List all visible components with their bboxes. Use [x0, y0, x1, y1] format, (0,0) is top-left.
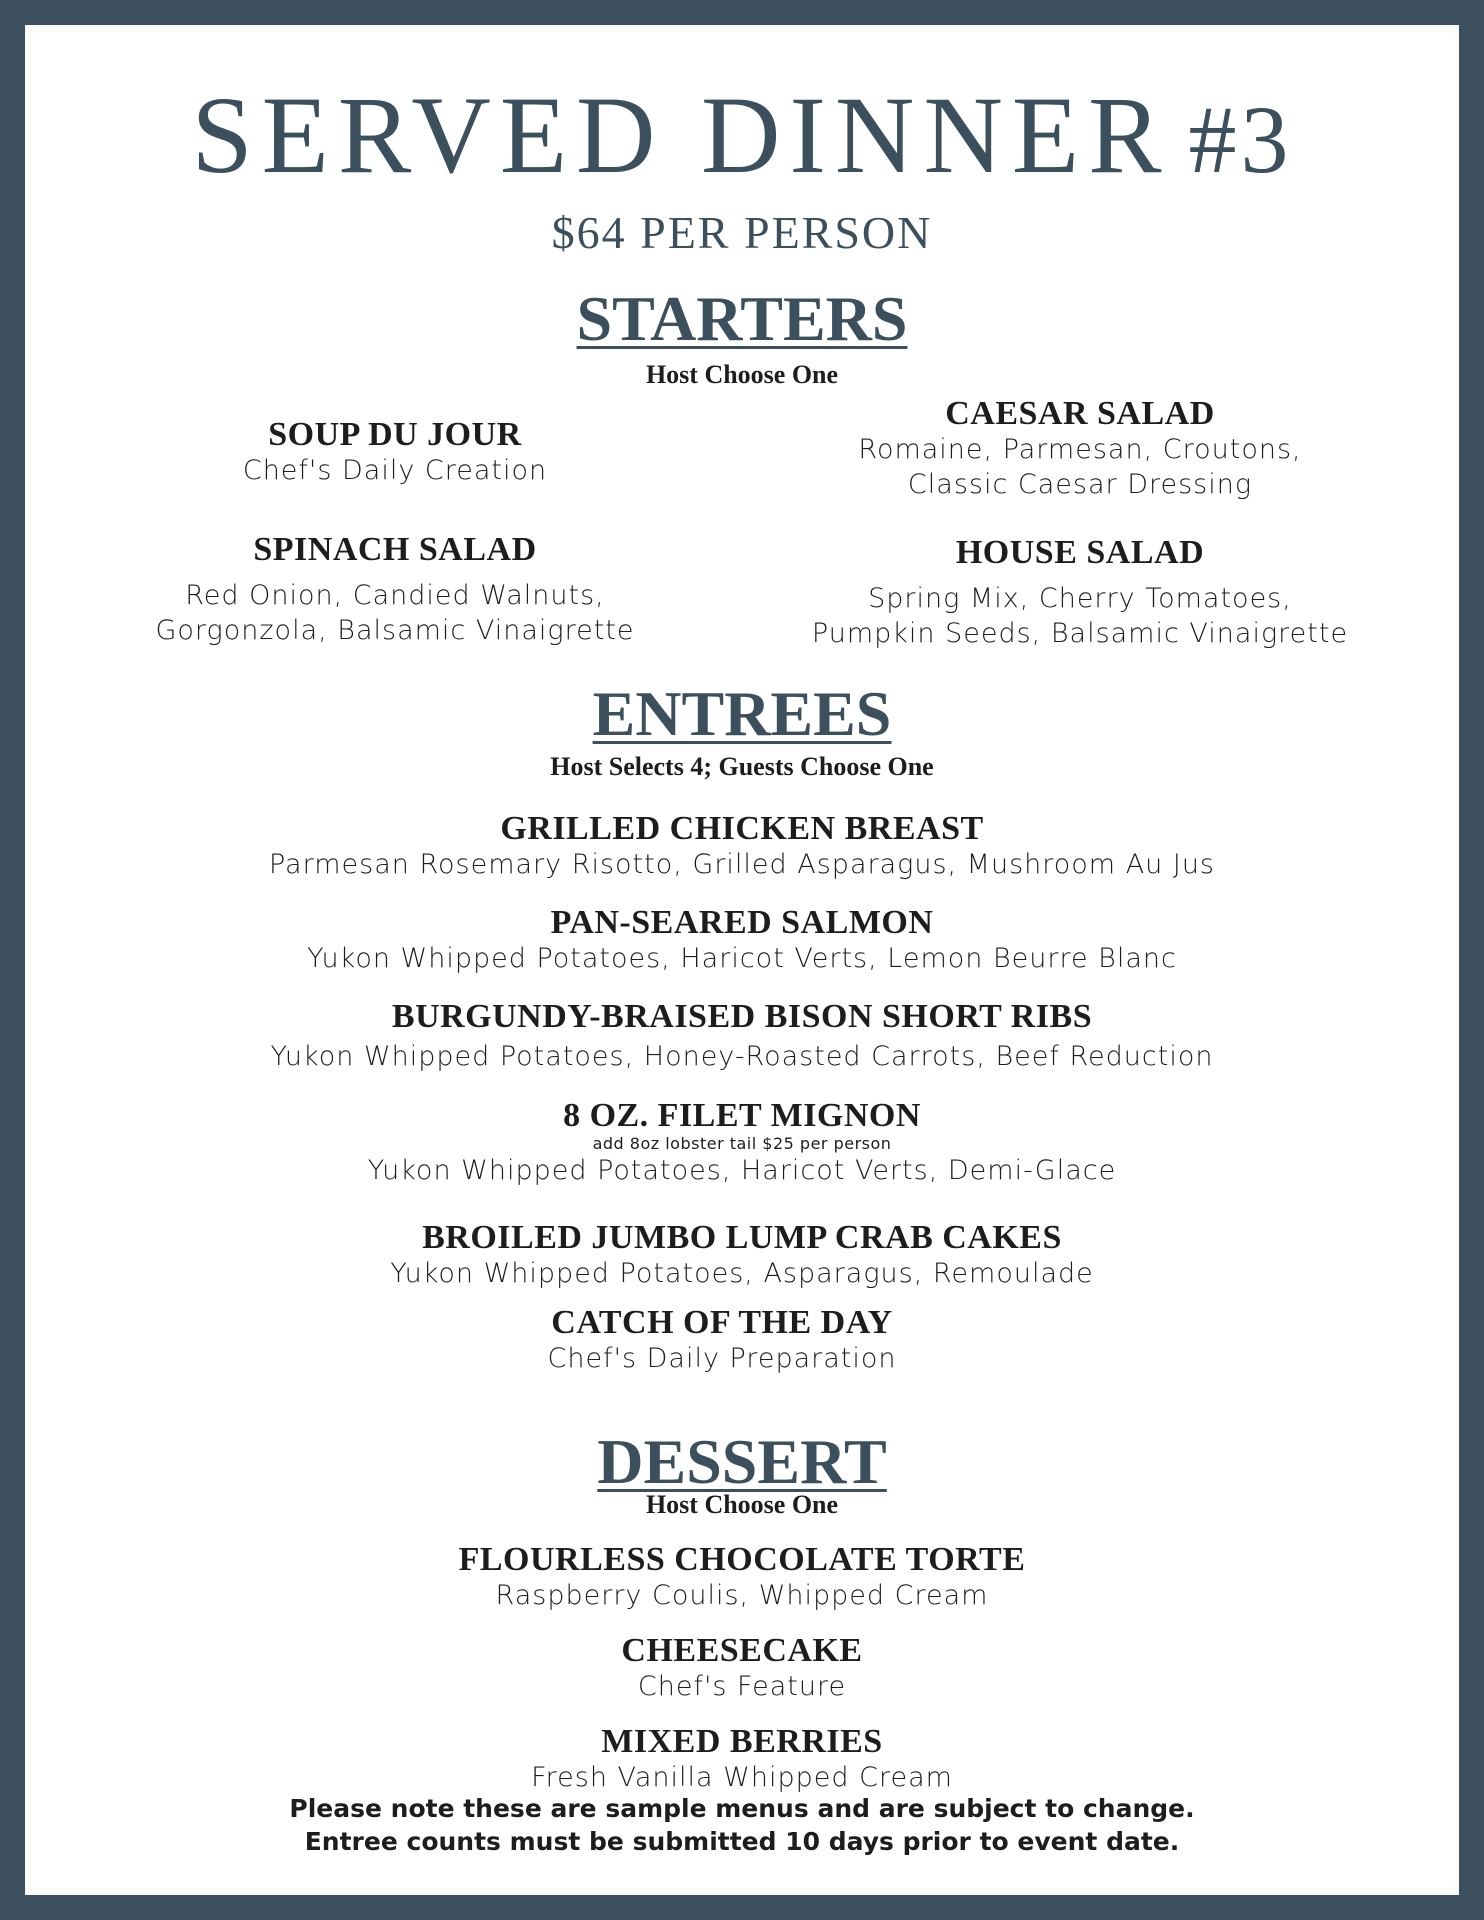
disclaimer-line: Please note these are sample menus and are subject to change. — [289, 1794, 1195, 1823]
entree-addon: add 8oz lobster tail $25 per person — [592, 1133, 892, 1153]
entree-desc: Chef's Daily Preparation — [547, 1342, 897, 1374]
price-per-person: $64 PER PERSON — [551, 207, 933, 258]
entree-item — [25, 1220, 1459, 1291]
dessert-heading — [25, 1426, 1459, 1497]
starter-item — [800, 535, 1360, 651]
dessert-desc: Chef's Feature — [637, 1670, 847, 1702]
entree-name: CATCH OF THE DAY — [551, 1304, 893, 1341]
dessert-heading-text: DESSERT — [597, 1426, 887, 1497]
starter-desc: Chef's Daily Creation — [242, 454, 548, 486]
entree-name: 8 OZ. FILET MIGNON — [563, 1097, 921, 1134]
dessert-name: MIXED BERRIES — [601, 1723, 883, 1760]
dessert-note: Host Choose One — [645, 1490, 839, 1519]
menu-page — [25, 25, 1459, 1895]
dessert-name: CHEESECAKE — [621, 1632, 863, 1669]
entrees-heading-text: ENTREES — [592, 678, 892, 749]
entree-desc: Yukon Whipped Potatoes, Asparagus, Remoulade — [390, 1257, 1094, 1289]
entrees-note: Host Selects 4; Guests Choose One — [550, 752, 934, 781]
dessert-desc: Fresh Vanilla Whipped Cream — [531, 1761, 953, 1793]
entree-item — [25, 1098, 1459, 1188]
dessert-name: FLOURLESS CHOCOLATE TORTE — [458, 1541, 1026, 1578]
entree-item — [25, 999, 1459, 1074]
entree-item — [5, 1305, 1439, 1376]
entree-name: GRILLED CHICKEN BREAST — [500, 810, 984, 847]
starter-name: SPINACH SALAD — [253, 531, 537, 568]
starters-heading — [25, 283, 1459, 354]
menu-number: #3 — [1188, 86, 1293, 193]
page-title — [25, 74, 1459, 196]
starter-item — [115, 532, 675, 648]
starter-item — [800, 396, 1360, 502]
dessert-item — [25, 1724, 1459, 1795]
starter-name: SOUP DU JOUR — [268, 416, 522, 453]
entree-desc: Yukon Whipped Potatoes, Haricot Verts, Demi-Glace — [367, 1154, 1117, 1186]
starter-desc: Pumpkin Seeds, Balsamic Vinaigrette — [811, 617, 1349, 649]
starter-desc: Romaine, Parmesan, Croutons, — [858, 433, 1302, 465]
starter-desc: Spring Mix, Cherry Tomatoes, — [868, 582, 1292, 614]
entree-name: BURGUNDY-BRAISED BISON SHORT RIBS — [391, 998, 1093, 1035]
dessert-item — [25, 1542, 1459, 1613]
entree-item — [25, 811, 1459, 882]
dessert-item — [25, 1633, 1459, 1704]
starter-name: CAESAR SALAD — [945, 395, 1215, 432]
entree-desc: Yukon Whipped Potatoes, Haricot Verts, Lemon Beurre Blanc — [307, 942, 1177, 974]
disclaimer — [25, 1793, 1459, 1858]
page-title-text: SERVED DINNER — [191, 74, 1171, 196]
disclaimer-line: Entree counts must be submitted 10 days prior to event date. — [304, 1826, 1180, 1856]
entree-name: BROILED JUMBO LUMP CRAB CAKES — [422, 1219, 1062, 1256]
entree-desc: Parmesan Rosemary Risotto, Grilled Asparagus, Mushroom Au Jus — [268, 848, 1215, 880]
entree-name: PAN-SEARED SALMON — [550, 904, 934, 941]
dessert-desc: Raspberry Coulis, Whipped Cream — [495, 1579, 989, 1611]
entrees-heading — [25, 678, 1459, 749]
entree-item — [25, 905, 1459, 976]
starter-name: HOUSE SALAD — [955, 534, 1205, 571]
starter-desc: Red Onion, Candied Walnuts, — [185, 579, 605, 611]
starter-desc: Classic Caesar Dressing — [907, 468, 1253, 500]
starters-note: Host Choose One — [645, 360, 839, 389]
starters-heading-text: STARTERS — [576, 283, 908, 354]
starter-item — [115, 417, 675, 488]
starter-desc: Gorgonzola, Balsamic Vinaigrette — [155, 614, 635, 646]
entree-desc: Yukon Whipped Potatoes, Honey-Roasted Carrots, Beef Reduction — [270, 1040, 1214, 1072]
